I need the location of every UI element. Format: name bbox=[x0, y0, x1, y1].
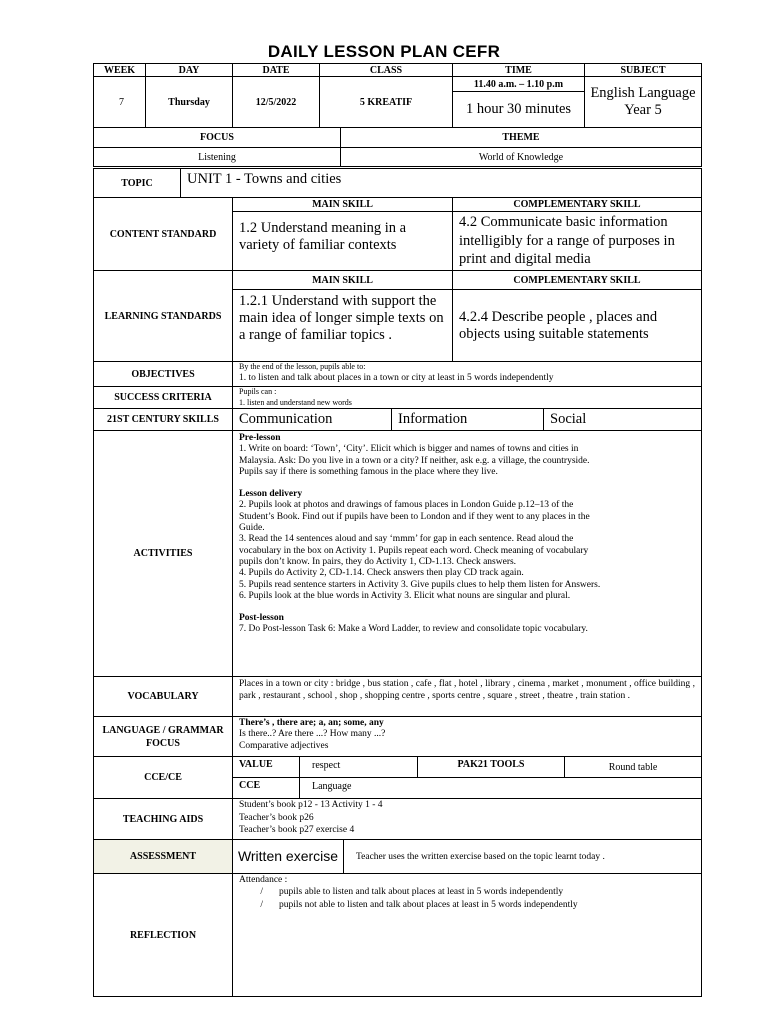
activities-text bbox=[232, 430, 702, 677]
class-header: CLASS bbox=[319, 63, 453, 77]
theme-value: World of Knowledge bbox=[340, 147, 702, 167]
learning-main-skill: 1.2.1 Understand with support the main idea of longer simple texts on a range of familiar topics . bbox=[232, 289, 453, 362]
day-value: Thursday bbox=[145, 76, 233, 128]
vocabulary-text: Places in a town or city : bridge , bus station , cafe , flat , hotel , library , cinema , market , monument , office building , park , restaurant , school , shop , shopping centre , sports centre , square , street , theatre , train station . bbox=[232, 676, 702, 717]
vocabulary-label: VOCABULARY bbox=[93, 676, 233, 717]
activities-label: ACTIVITIES bbox=[93, 430, 233, 677]
focus-header: FOCUS bbox=[93, 127, 341, 148]
cce-ce-label: CCE/CE bbox=[93, 756, 233, 799]
content-main-skill-header: MAIN SKILL bbox=[232, 197, 453, 212]
cce-value: Language bbox=[299, 777, 702, 799]
pak21-value: Round table bbox=[564, 756, 702, 778]
skill-communication: Communication bbox=[232, 408, 392, 431]
grammar-label: LANGUAGE / GRAMMAR FOCUS bbox=[93, 716, 233, 757]
success-criteria-label: SUCCESS CRITERIA bbox=[93, 386, 233, 409]
learning-standards-label: LEARNING STANDARDS bbox=[93, 270, 233, 362]
pak21-label: PAK21 TOOLS bbox=[417, 756, 565, 778]
class-value: 5 KREATIF bbox=[319, 76, 453, 128]
focus-value: Listening bbox=[93, 147, 341, 167]
topic-value: UNIT 1 - Towns and cities bbox=[180, 168, 702, 198]
post-lesson-text: 7. Do Post-lesson Task 6: Make a Word Ladder, to review and consolidate topic vocabulary. bbox=[239, 624, 588, 635]
time-value: 11.40 a.m. – 1.10 p.m bbox=[452, 76, 585, 92]
subject-value: English Language Year 5 bbox=[584, 76, 702, 128]
pre-lesson-title: Pre-lesson bbox=[239, 433, 281, 443]
reflection-text: Attendance : / pupils able to listen and talk about places at least in 5 words independently / pupils not able to listen and talk about places at least in 5 words independently bbox=[232, 873, 702, 997]
skill-information: Information bbox=[391, 408, 544, 431]
date-value: 12/5/2022 bbox=[232, 76, 320, 128]
week-value: 7 bbox=[93, 76, 146, 128]
teaching-aids-text: Student’s book p12 - 13 Activity 1 - 4 Teacher’s book p26 Teacher’s book p27 exercise 4 bbox=[232, 798, 702, 840]
theme-header: THEME bbox=[340, 127, 702, 148]
assessment-label: ASSESSMENT bbox=[93, 839, 233, 874]
skill-social: Social bbox=[543, 408, 702, 431]
day-header: DAY bbox=[145, 63, 233, 77]
reflection-line-1: / pupils able to listen and talk about places at least in 5 words independently bbox=[260, 887, 564, 897]
learning-comp-skill: 4.2.4 Describe people , places and objects using suitable statements bbox=[452, 289, 702, 362]
lesson-delivery-title: Lesson delivery bbox=[239, 489, 303, 500]
reflection-label: REFLECTION bbox=[93, 873, 233, 997]
success-criteria-text: Pupils can : 1. listen and understand new words bbox=[232, 386, 702, 409]
learning-main-skill-header: MAIN SKILL bbox=[232, 270, 453, 290]
pre-lesson-text: 1. Write on board: ‘Town’, ‘City’. Elicit which is bigger and names of towns and cities in Malaysia. Ask: Do you live in a town or a city? If neither, ask e.g. a village, the countryside. Pupils say if there is something famous in the place where they live. bbox=[239, 444, 590, 477]
teaching-aids-label: TEACHING AIDS bbox=[93, 798, 233, 840]
learning-comp-skill-header: COMPLEMENTARY SKILL bbox=[452, 270, 702, 290]
content-comp-skill-header: COMPLEMENTARY SKILL bbox=[452, 197, 702, 212]
topic-label: TOPIC bbox=[93, 168, 181, 198]
content-standard-label: CONTENT STANDARD bbox=[93, 197, 233, 271]
subject-header: SUBJECT bbox=[584, 63, 702, 77]
week-header: WEEK bbox=[93, 63, 146, 77]
value-text: respect bbox=[299, 756, 418, 778]
duration-value: 1 hour 30 minutes bbox=[452, 91, 585, 128]
content-comp-skill: 4.2 Communicate basic information intelligibly for a range of purposes in print and digital media bbox=[452, 211, 702, 271]
reflection-line-2: / pupils not able to listen and talk about places at least in 5 words independently bbox=[260, 900, 578, 910]
assessment-type: Written exercise bbox=[232, 839, 344, 874]
date-header: DATE bbox=[232, 63, 320, 77]
page-title: DAILY LESSON PLAN CEFR bbox=[267, 42, 501, 61]
time-header: TIME bbox=[452, 63, 585, 77]
value-label: VALUE bbox=[232, 756, 300, 778]
cce-label: CCE bbox=[232, 777, 300, 799]
grammar-text: There’s , there are; a, an; some, any Is there..? Are there ...? How many ...? Comparative adjectives bbox=[232, 716, 702, 757]
21st-century-skills-label: 21ST CENTURY SKILLS bbox=[93, 408, 233, 431]
assessment-desc: Teacher uses the written exercise based on the topic learnt today . bbox=[343, 839, 702, 874]
objectives-text: By the end of the lesson, pupils able to: 1. to listen and talk about places in a town or city at least in 5 words independently bbox=[232, 361, 702, 387]
lesson-delivery-text: 2. Pupils look at photos and drawings of famous places in London Guide p.12–13 of the Student’s Book. Find out if pupils have been to London and if they went to any places in the Guide. 3. Read the 14 sentences aloud and say ‘mmm’ for gap in each sentence. Read aloud the vocabulary in the box on Activity 1. Pupils repeat each word. Check meaning of vocabulary pupils don’t know. In pairs, they do Activity 1, CD-1.13. Check answers. 4. Pupils do Activity 2, CD-1.14. Check answers then play CD track again. 5. Pupils read sentence starters in Activity 3. Give pupils clues to help them listen for Answers. 6. Pupils look at the blue words in Activity 3. Elicit what nouns are singular and plural. bbox=[239, 500, 601, 601]
objectives-label: OBJECTIVES bbox=[93, 361, 233, 387]
content-main-skill: 1.2 Understand meaning in a variety of familiar contexts bbox=[232, 211, 453, 271]
post-lesson-title: Post-lesson bbox=[239, 613, 284, 624]
